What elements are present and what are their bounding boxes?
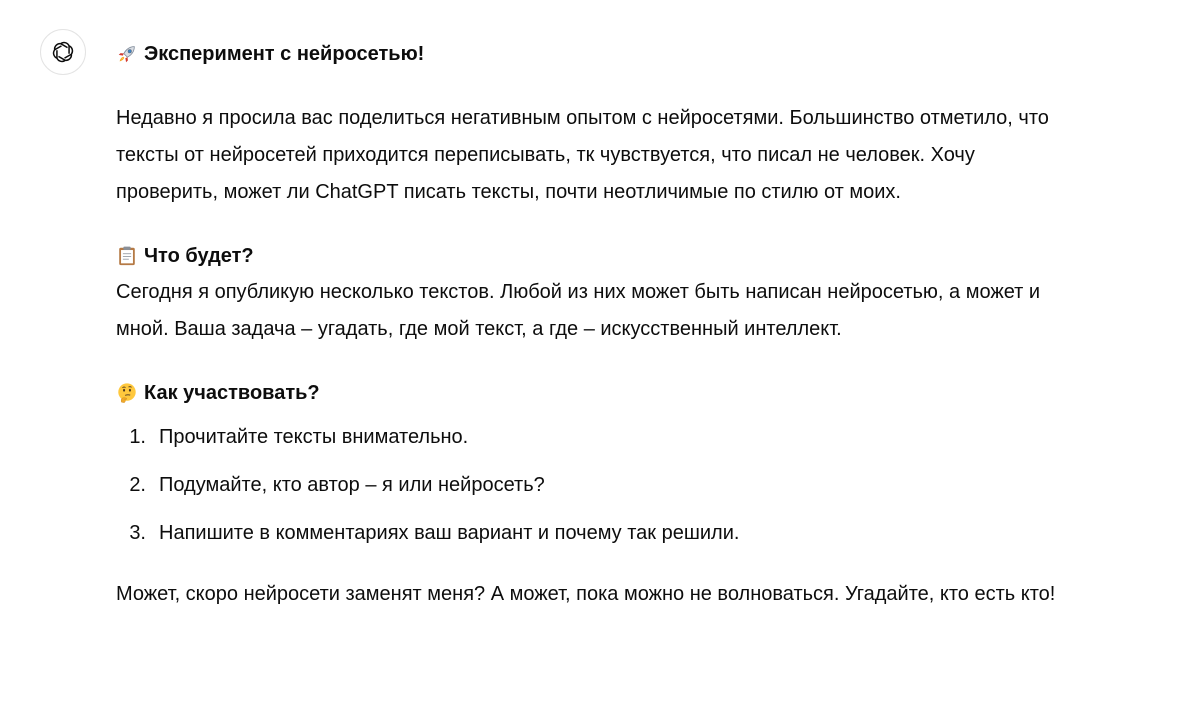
section-heading-how [116,375,1076,411]
list-item-number: 1. [129,426,146,448]
section-heading-how-text: Как участвовать? [144,382,320,404]
thinking-face-icon [116,382,138,404]
what-paragraph: Сегодня я опубликую несколько текстов. Любой из них может быть написан нейросетью, а может и мной. Ваша задача – угадать, где мой текст, а где – искусственный интеллект. [116,281,1041,340]
section-heading-what-text: Что будет? [144,245,254,267]
intro-paragraph: Недавно я просила вас поделиться негативным опытом с нейросетями. Большинство отметило, что тексты от нейросетей приходится переписывать, тк чувствуется, что писал не человек. Хочу проверить, может ли ChatGPT писать тексты, почти неотличимые по стилю от моих. [116,107,1049,203]
openai-logo-icon [50,39,76,65]
steps-list [116,419,1076,552]
list-item-text: Напишите в комментариях ваш вариант и почему так решили. [159,522,740,544]
list-item-text: Прочитайте тексты внимательно. [159,426,469,448]
closing-paragraph: Может, скоро нейросети заменят меня? А может, пока можно не волноваться. Угадайте, кто есть кто! [116,583,1056,605]
message-title-text: Эксперимент с нейросетью! [144,43,425,65]
assistant-message [116,36,1076,613]
list-item-number: 3. [129,522,146,544]
assistant-avatar [40,29,86,75]
message-title [116,36,1076,72]
list-item-number: 2. [129,474,146,496]
list-item [116,419,1076,456]
rocket-icon [116,43,138,65]
section-heading-what [116,238,1076,274]
list-item-text: Подумайте, кто автор – я или нейросеть? [159,474,545,496]
list-item [116,515,1076,552]
list-item [116,467,1076,504]
clipboard-icon [116,245,138,267]
